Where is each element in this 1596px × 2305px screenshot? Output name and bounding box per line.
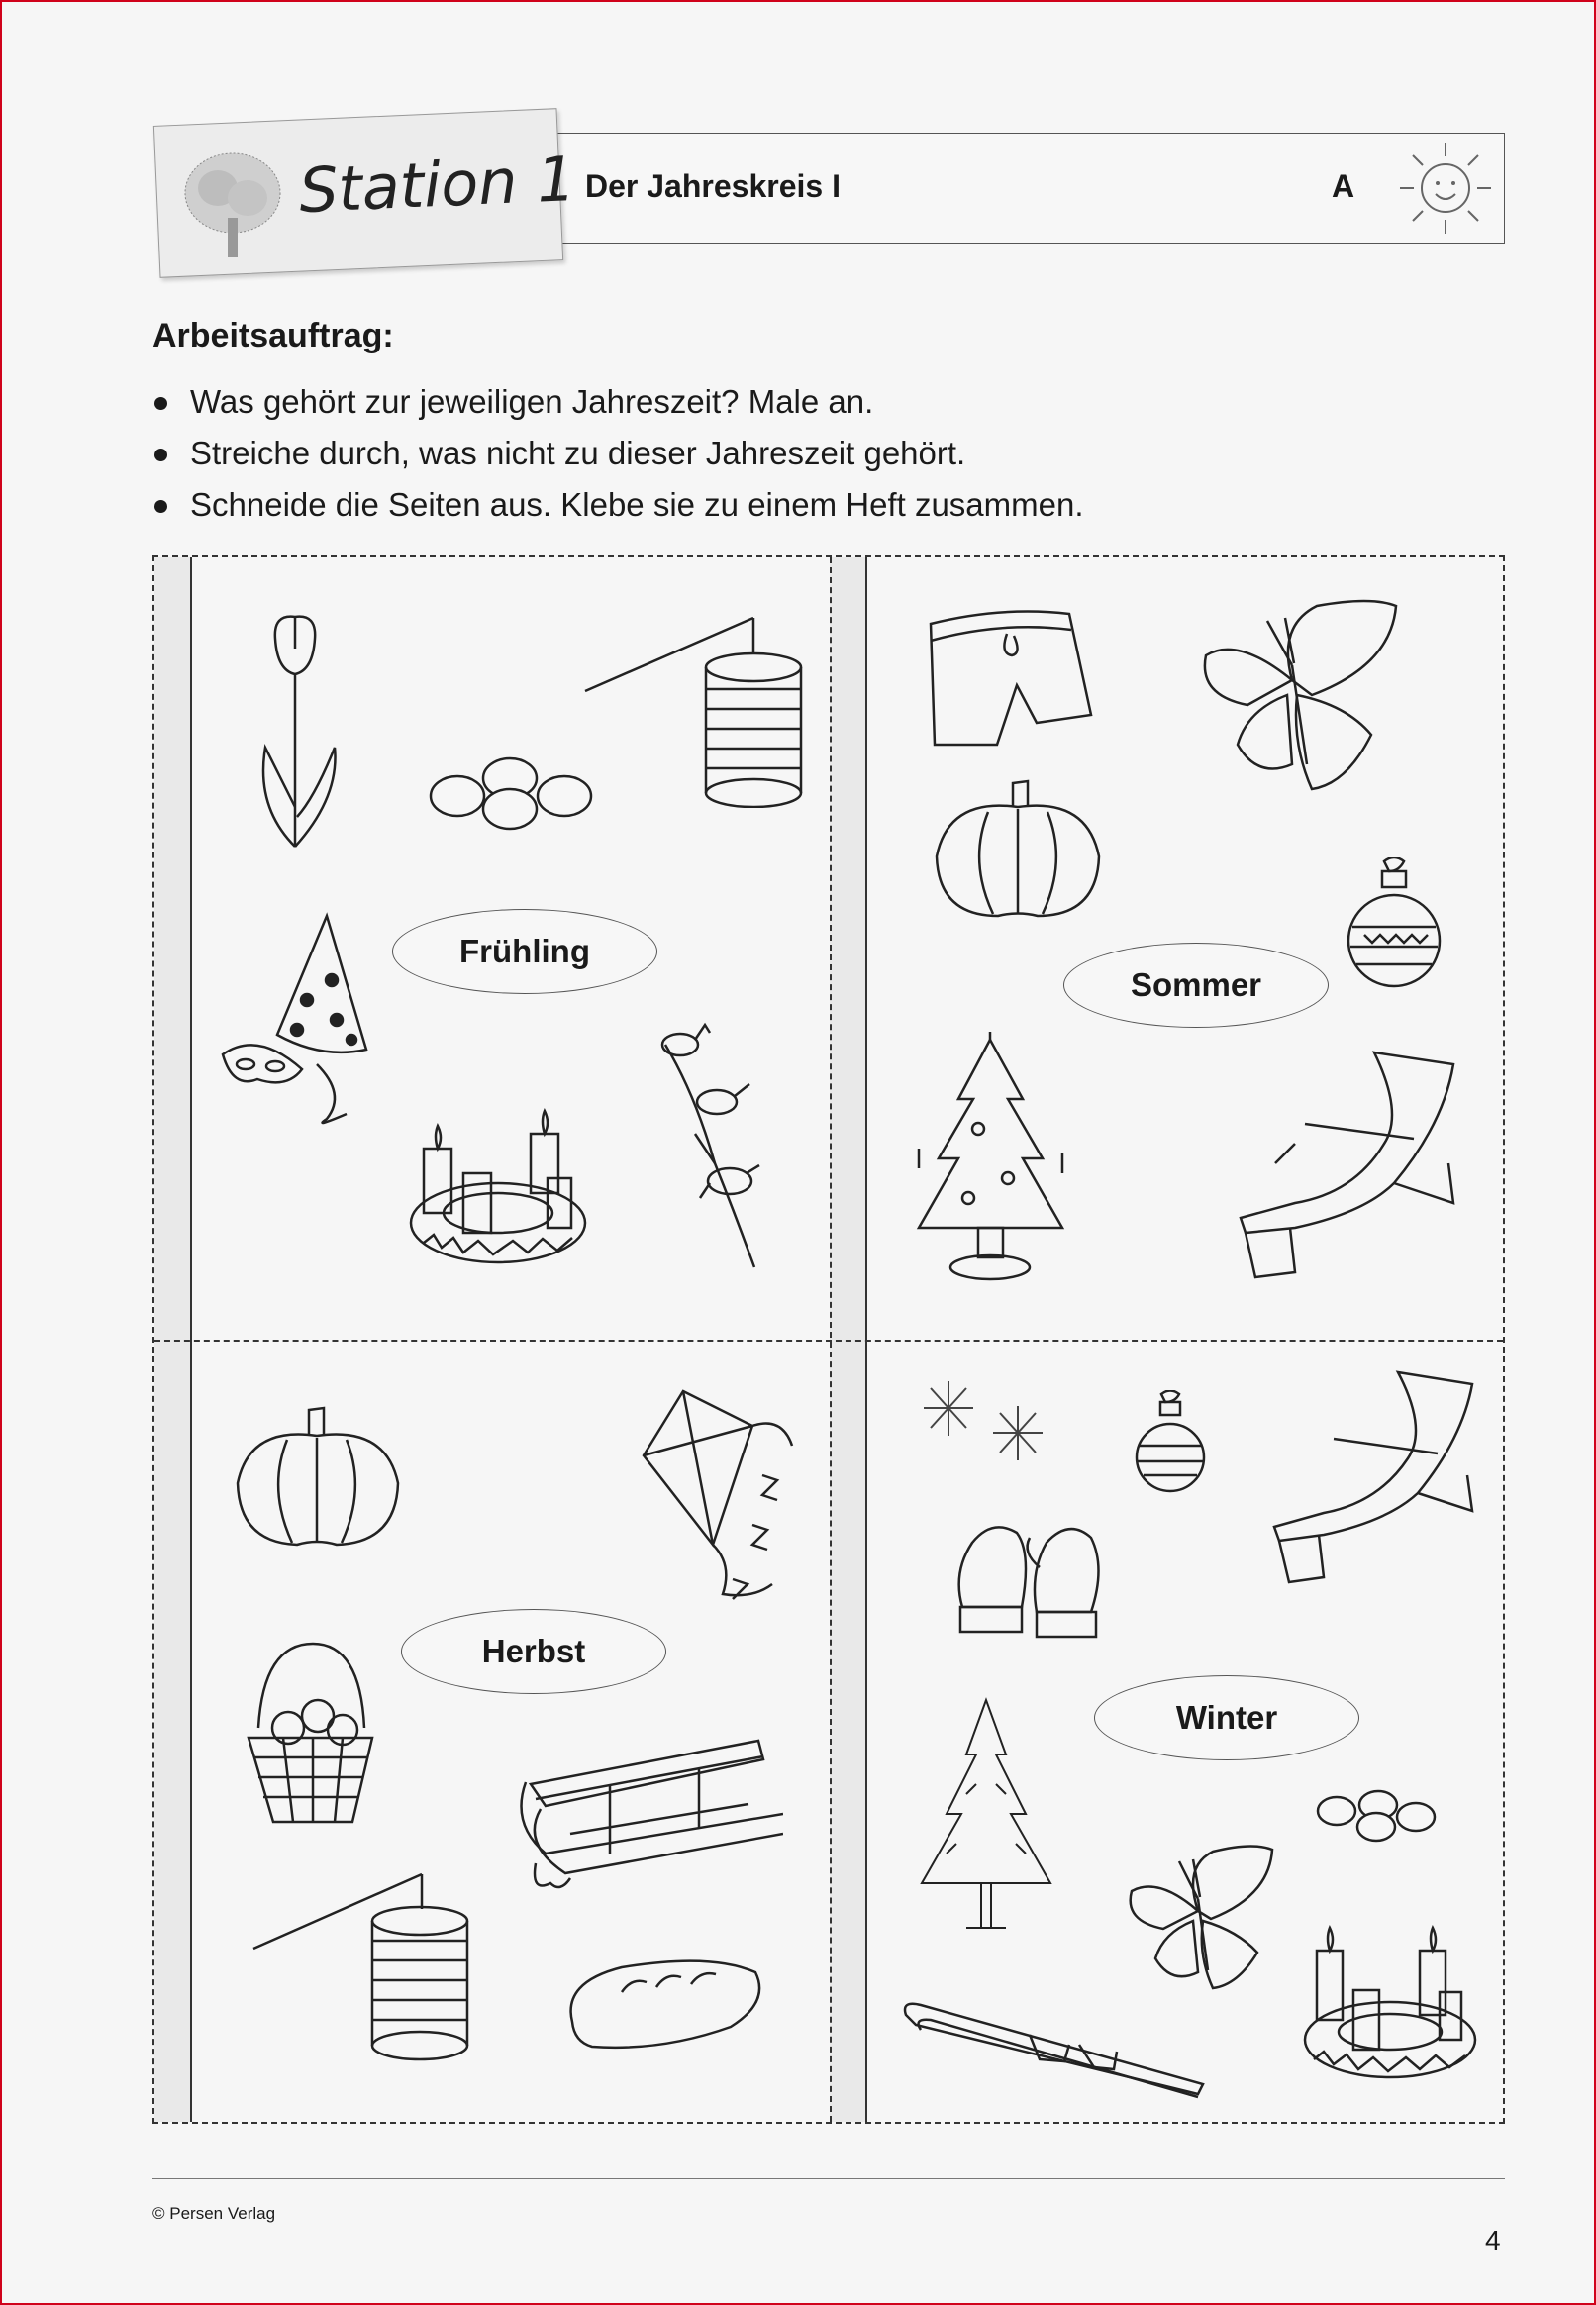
swim-shorts-icon [923, 606, 1096, 750]
season-label-winter: Winter [1094, 1675, 1359, 1760]
sun-icon [1396, 139, 1495, 243]
deck-chair-icon [1269, 1364, 1477, 1587]
tulip-icon [246, 609, 345, 856]
christmas-ornament-icon [1134, 1390, 1208, 1499]
footer-divider [152, 2178, 1505, 2179]
season-label-spring: Frühling [392, 909, 657, 994]
lantern-icon [251, 1869, 474, 2062]
tree-icon [178, 149, 287, 267]
apple-basket-icon [244, 1639, 377, 1832]
christmas-ornament-icon [1345, 857, 1444, 1001]
task-item: Was gehört zur jeweiligen Jahreszeit? Male an. [152, 376, 1084, 428]
snowflakes-icon [919, 1376, 1052, 1465]
station-label: Station 1 [297, 142, 578, 228]
eggs-icon [426, 754, 599, 834]
season-label-autumn: Herbst [401, 1609, 666, 1694]
eggs-icon [1315, 1787, 1439, 1847]
cut-line [154, 1340, 1503, 1342]
task-item: Streiche durch, was nicht zu dieser Jahreszeit gehört. [152, 428, 1084, 479]
level-letter: A [1332, 168, 1355, 204]
butterfly-icon [1198, 596, 1401, 794]
butterfly-icon [1124, 1842, 1277, 1990]
sled-icon [511, 1735, 783, 1913]
task-heading: Arbeitsauftrag: [152, 317, 394, 354]
bread-icon [562, 1953, 765, 2052]
task-list [152, 376, 1084, 531]
fir-tree-icon [907, 1695, 1065, 1933]
page-number: 4 [1485, 2225, 1501, 2255]
christmas-tree-icon [899, 1030, 1082, 1292]
advent-wreath-icon [1299, 1921, 1482, 2084]
mittens-icon [952, 1513, 1106, 1661]
skis-icon [901, 1990, 1208, 2099]
copyright: © Persen Verlag [152, 2204, 276, 2223]
season-label-summer: Sommer [1063, 943, 1329, 1028]
deck-chair-icon [1236, 1045, 1458, 1282]
advent-wreath-icon [404, 1094, 592, 1272]
lantern-icon [580, 610, 808, 808]
party-hat-mask-icon [218, 906, 376, 1134]
page-title: Der Jahreskreis I [585, 168, 841, 204]
birds-on-branch-icon [655, 1015, 784, 1272]
pumpkin-icon [929, 777, 1107, 926]
pumpkin-icon [230, 1404, 403, 1553]
task-item: Schneide die Seiten aus. Klebe sie zu einem Heft zusammen. [152, 479, 1084, 531]
kite-icon [634, 1386, 807, 1609]
